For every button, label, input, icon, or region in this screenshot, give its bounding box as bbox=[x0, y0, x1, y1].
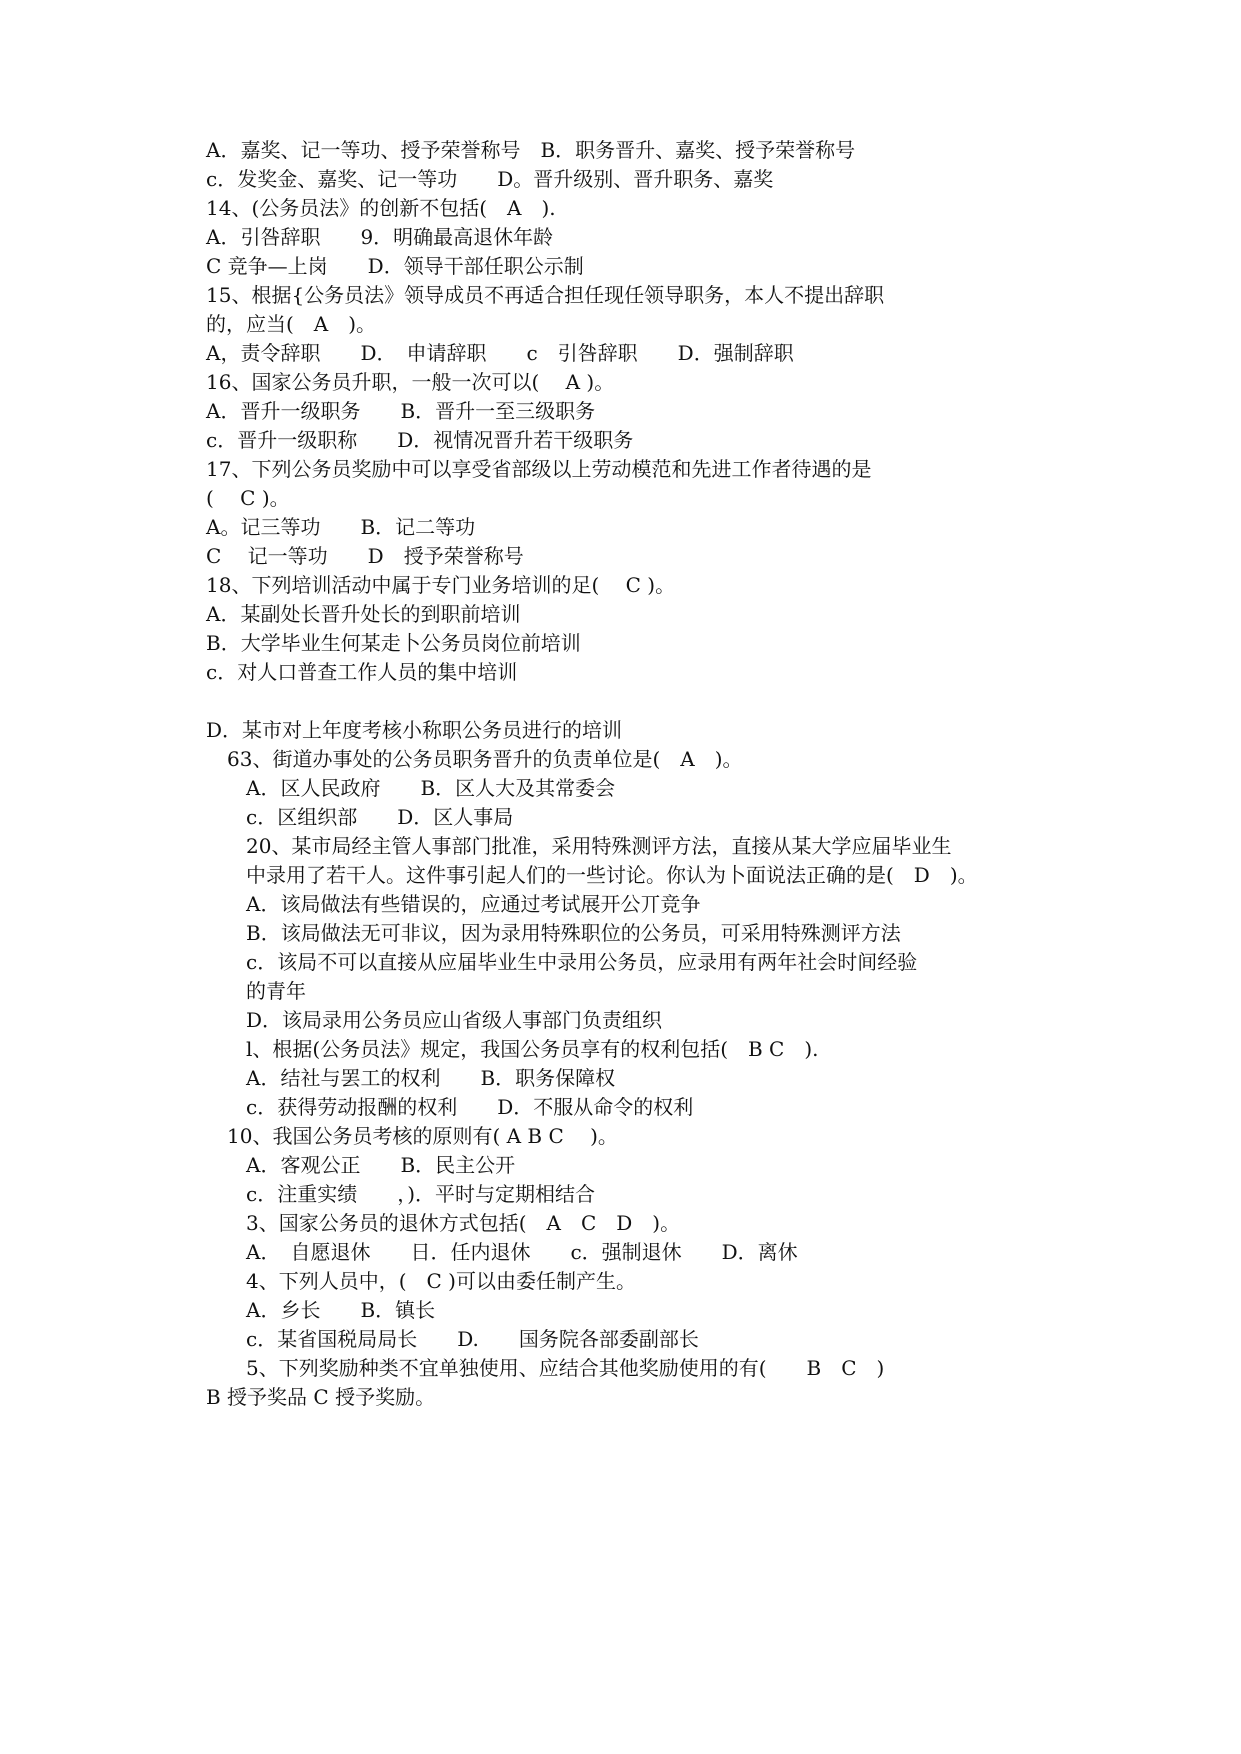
text-line: c．发奖金、嘉奖、记一等功 D。晋升级别、晋升职务、嘉奖 bbox=[206, 167, 774, 191]
text-line: D．某市对上年度考核小称职公务员进行的培训 bbox=[206, 718, 623, 742]
question-line: 10、我国公务员考核的原则有( A B C )。 bbox=[227, 1124, 618, 1148]
text-line: A．客观公正 B．民主公开 bbox=[246, 1153, 516, 1177]
text-line: ( C )。 bbox=[206, 486, 290, 510]
question-line: l、根据(公务员法》规定，我国公务员享有的权利包括( B C ). bbox=[246, 1037, 819, 1061]
text-line: c．区组织部 D．区人事局 bbox=[246, 805, 514, 829]
question-line: 20、某市局经主管人事部门批准，采用特殊测评方法，直接从某大学应届毕业生 bbox=[246, 834, 952, 858]
text-line: c．该局不可以直接从应届毕业生中录用公务员，应录用有两年社会时间经验 bbox=[246, 950, 918, 974]
question-line: 4、下列人员中，( C )可以由委任制产生。 bbox=[246, 1269, 636, 1293]
text-line: A． 自愿退休 日．任内退休 c．强制退休 D．离休 bbox=[246, 1240, 798, 1264]
text-line: c．晋升一级职称 D．视情况晋升若干级职务 bbox=[206, 428, 634, 452]
question-line: 18、下列培训活动中属于专门业务培训的足( C )。 bbox=[206, 573, 676, 597]
text-line: 的，应当( A )。 bbox=[206, 312, 377, 336]
question-line: 3、国家公务员的退休方式包括( A C D )。 bbox=[246, 1211, 681, 1235]
text-line: c．注重实绩 ，)．平时与定期相结合 bbox=[246, 1182, 596, 1206]
text-line: A．结社与罢工的权利 B．职务保障权 bbox=[246, 1066, 616, 1090]
question-line: 5、下列奖励种类不宜单独使用、应结合其他奖励使用的有( B C ) bbox=[246, 1356, 885, 1380]
text-line: 中录用了若干人。这件事引起人们的一些讨论。你认为卜面说法正确的是( D )。 bbox=[246, 863, 978, 887]
text-line: B．大学毕业生何某走卜公务员岗位前培训 bbox=[206, 631, 581, 655]
text-line: C 竞争—上岗 D．领导干部任职公示制 bbox=[206, 254, 584, 278]
question-line: 16、国家公务员升职，一般一次可以( A )。 bbox=[206, 370, 615, 394]
question-line: 15、根据{公务员法》领导成员不再适合担任现任领导职务，本人不提出辞职 bbox=[206, 283, 885, 307]
text-line: c．某省国税局局长 D. 国务院各部委副部长 bbox=[246, 1327, 699, 1351]
text-line: A．该局做法有些错误的，应通过考试展开公丌竞争 bbox=[246, 892, 701, 916]
text-line: c．对人口普查工作人员的集中培训 bbox=[206, 660, 518, 684]
text-line: A。记三等功 B．记二等功 bbox=[206, 515, 476, 539]
text-line: 的青年 bbox=[246, 979, 306, 1003]
text-line: B 授予奖品 C 授予奖励。 bbox=[206, 1385, 436, 1409]
question-line: 63、街道办事处的公务员职务晋升的负责单位是( A )。 bbox=[227, 747, 743, 771]
text-line: A．引咎辞职 9．明确最高退休年龄 bbox=[206, 225, 554, 249]
text-line: B．该局做法无可非议，因为录用特殊职位的公务员，可采用特殊测评方法 bbox=[246, 921, 901, 945]
text-line: A，责令辞职 D． 申请辞职 c 引咎辞职 D．强制辞职 bbox=[206, 341, 794, 365]
question-line: 14、(公务员法》的创新不包括( A ). bbox=[206, 196, 556, 220]
text-line: C 记一等功 D 授予荣誉称号 bbox=[206, 544, 524, 568]
text-line: A．晋升一级职务 B．晋升一至三级职务 bbox=[206, 399, 596, 423]
text-line: A．乡长 B．镇长 bbox=[246, 1298, 436, 1322]
text-line: A．区人民政府 B．区人大及其常委会 bbox=[246, 776, 616, 800]
text-line: A．某副处长晋升处长的到职前培训 bbox=[206, 602, 521, 626]
question-line: 17、下列公务员奖励中可以享受省部级以上劳动模范和先进工作者待遇的是 bbox=[206, 457, 872, 481]
text-line: c．获得劳动报酬的权利 D．不服从命令的权利 bbox=[246, 1095, 694, 1119]
text-line: D．该局录用公务员应山省级人事部门负责组织 bbox=[246, 1008, 663, 1032]
text-line: A．嘉奖、记一等功、授予荣誉称号 B．职务晋升、嘉奖、授予荣誉称号 bbox=[206, 138, 856, 162]
